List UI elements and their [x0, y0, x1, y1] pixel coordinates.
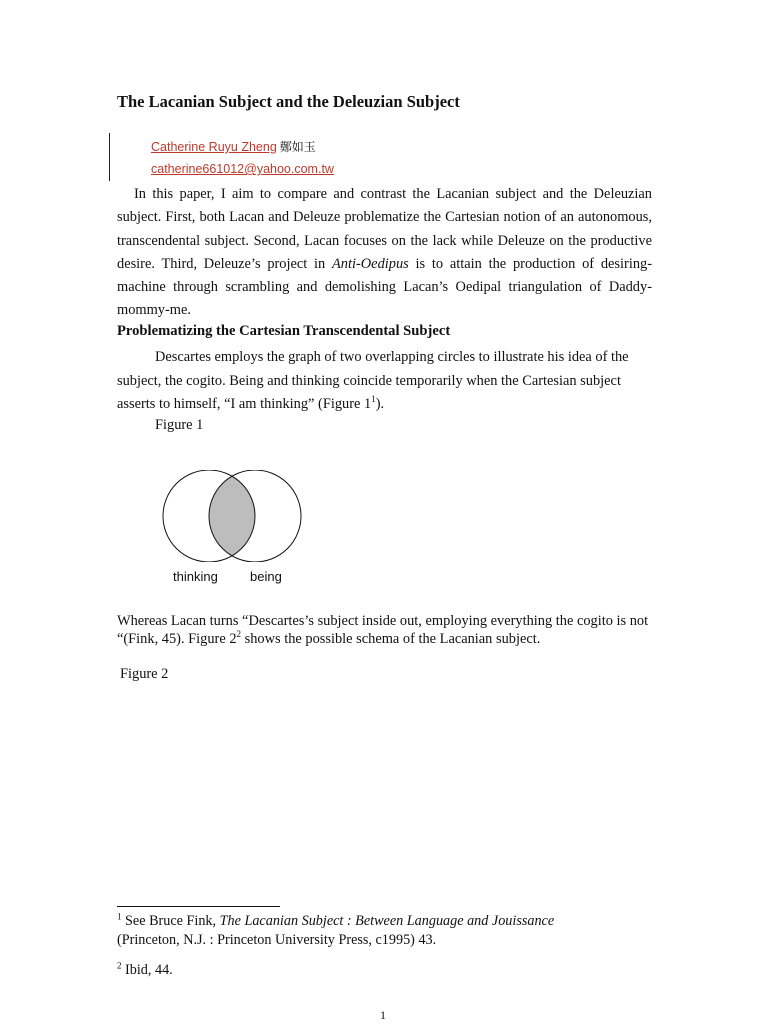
footnote-2-text: Ibid, 44. [121, 962, 173, 978]
descartes-text: Descartes employs the graph of two overlapping circles to illustrate his idea of the subject, the cogito. Being and thinking coincide temporarily when the Cartesian subject asserts to himself, “I am thinking” (Figure 1 [117, 349, 629, 412]
footnote-1 [117, 912, 657, 950]
author-line [151, 138, 316, 155]
venn-label-being: being [250, 569, 282, 584]
abstract-paragraph [117, 183, 652, 323]
figure1-caption: Figure 1 [155, 417, 204, 433]
author-email-link[interactable]: catherine661012@yahoo.com.tw [151, 162, 334, 176]
author-name-link[interactable]: Catherine Ruyu Zheng [151, 140, 277, 154]
footnote-2-marker: 2 [117, 960, 122, 971]
footnote-separator [117, 906, 280, 907]
abstract-italic-title: Anti-Oedipus [332, 255, 409, 272]
document-title: The Lacanian Subject and the Deleuzian Subject [117, 92, 460, 111]
page-number: 1 [380, 1008, 386, 1022]
abstract-text-1: In this paper, I aim to compare and contrast the Lacanian subject and the Deleuzian subject. First, both Lacan and Deleuze problematize the Cartesian notion of an autonomous, transcendental subject. Second, Lacan focuses on the lack while Deleuze on the productive desire. Third, Deleuze’s project in [117, 186, 652, 272]
lacan-paragraph [117, 612, 657, 648]
footnote-2 [117, 962, 173, 979]
lacan-text: Whereas Lacan turns “Descartes’s subject inside out, employing everything the cogito is not “(Fink, 45). Figure 2 [117, 613, 649, 647]
footnote-1-text-1: See Bruce Fink, [121, 913, 220, 929]
venn-diagram [155, 470, 310, 562]
footnote-ref-2[interactable]: 2 [236, 629, 242, 640]
figure2-caption: Figure 2 [120, 666, 169, 682]
footnote-1-book-title: The Lacanian Subject : Between Language and Jouissance [219, 913, 555, 929]
lacan-closing: shows the possible schema of the Lacanian subject. [241, 631, 541, 647]
venn-label-thinking: thinking [173, 569, 218, 584]
descartes-paragraph [117, 346, 654, 417]
footnote-1-text-2: (Princeton, N.J. : Princeton University Press, c1995) 43. [117, 932, 437, 948]
footnote-ref-1[interactable]: 1 [371, 394, 376, 405]
descartes-closing: ). [375, 396, 385, 412]
abstract-text-2: is to attain the production of desiring-machine through scrambling and demolishing Lacan’s Oedipal triangulation of Daddy-mommy-me. [117, 255, 652, 319]
footnote-1-marker: 1 [117, 911, 122, 922]
author-name-chinese: 鄭如玉 [279, 140, 316, 154]
revision-change-bar [109, 133, 110, 181]
section-heading: Problematizing the Cartesian Transcendental Subject [117, 323, 451, 339]
